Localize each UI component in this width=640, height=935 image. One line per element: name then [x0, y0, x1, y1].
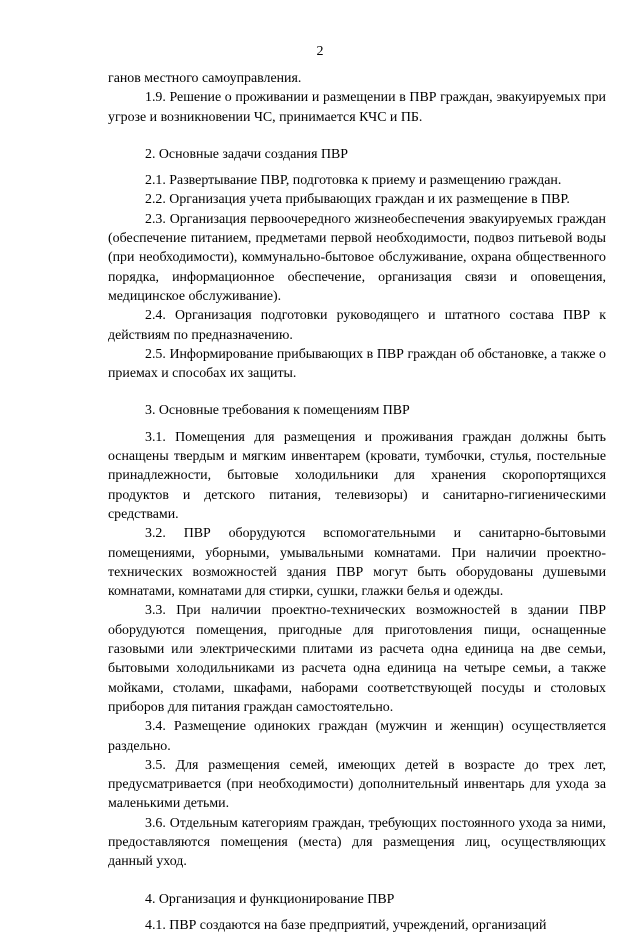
continuation-text: ганов местного самоуправления. — [108, 71, 302, 86]
paragraph-2-1: 2.1. Развертывание ПВР, подготовка к приему и размещению граждан. — [145, 173, 562, 189]
page-number: 2 — [316, 44, 324, 59]
paragraph-3-5: 3.5. Для размещения семей, имеющих детей в возрасте до трех лет, предусматривается (при необходимости) дополнительный инвентарь для ухода за маленькими детьми. — [108, 757, 606, 812]
section-2-heading: 2. Основные задачи создания ПВР — [145, 146, 348, 162]
paragraph-3-3: 3.3. При наличии проектно-технических возможностей в здании ПВР оборудуются помещения, пригодные для приготовления пищи, оснащенные газовыми или электрическими плитами из расчета одна единица на две семьи, бытовыми холодильниками из расчета одна единица на четыре семьи, а также мойками, столами, шкафами, наборами соответствующей посуды и столовых приборов для питания граждан самостоятельно. — [108, 603, 606, 715]
paragraph-2-2: 2.2. Организация учета прибывающих граждан и их размещение в ПВР. — [145, 192, 570, 208]
document-body — [108, 69, 606, 935]
paragraph-2-3: 2.3. Организация первоочередного жизнеобеспечения эвакуируемых граждан (обеспечение питанием, предметами первой необходимости, подвоз питьевой воды (при необходимости), коммунально-бытовое обслуживание, охрана общественного порядка, информационное обеспечение, организация связи и оповещения, медицинское обслуживание). — [108, 211, 606, 304]
paragraph-1-9: 1.9. Решение о проживании и размещении в ПВР граждан, эвакуируемых при угрозе и возникновении ЧС, принимается КЧС и ПБ. — [108, 90, 606, 125]
paragraph-2-5: 2.5. Информирование прибывающих в ПВР граждан об обстановке, а также о приемах и способах их защиты. — [108, 346, 606, 382]
paragraph-3-1: 3.1. Помещения для размещения и проживания граждан должны быть оснащены твердым и мягким инвентарем (кровати, тумбочки, стулья, постельные принадлежности, бытовые холодильники для хранения скоропортящихся продуктов и детского питания, телевизоры) и санитарно-гигиеническими средствами. — [108, 429, 606, 522]
section-4-heading: 4. Организация и функционирование ПВР — [145, 891, 395, 907]
paragraph-3-4: 3.4. Размещение одиноких граждан (мужчин и женщин) осуществляется раздельно. — [108, 719, 606, 754]
paragraph-4-1: 4.1. ПВР создаются на базе предприятий, учреждений, организаций — [145, 917, 547, 933]
paragraph-3-2: 3.2. ПВР оборудуются вспомогательными и санитарно-бытовыми помещениями, уборными, умывальными комнатами. При наличии проектно-технических возможностей здания ПВР могут быть оборудованы душевыми комнатами, комнатами для стирки, сушки, глажки белья и одежды. — [108, 526, 606, 600]
paragraph-3-6: 3.6. Отдельным категориям граждан, требующих постоянного ухода за ними, предоставляются помещения (места) для размещения лиц, осуществляющих данный уход. — [108, 815, 606, 870]
section-3-heading: 3. Основные требования к помещениям ПВР — [145, 403, 410, 419]
paragraph-2-4: 2.4. Организация подготовки руководящего и штатного состава ПВР к действиям по предназначению. — [108, 308, 606, 343]
